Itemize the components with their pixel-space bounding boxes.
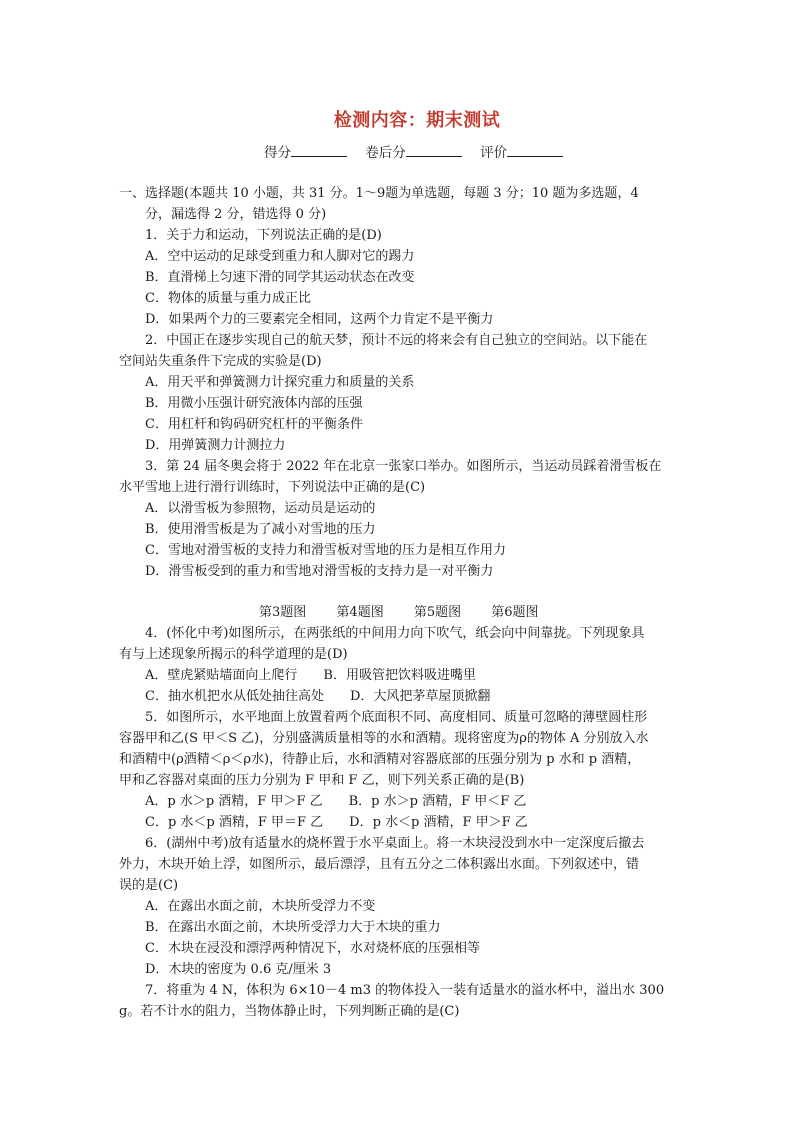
evaluation-blank[interactable] <box>507 142 563 157</box>
text-line: B．使用滑雪板是为了减小对雪地的压力 <box>145 522 376 537</box>
final-score-blank[interactable] <box>406 142 462 157</box>
text-line: C．雪地对滑雪板的支持力和滑雪板对雪地的压力是相互作用力 <box>145 543 506 558</box>
text-line: 有与上述现象所揭示的科学道理的是(D) <box>119 647 348 662</box>
text-line: A．用天平和弹簧测力计探究重力和质量的关系 <box>145 375 415 390</box>
figure-caption-6: 第6题图 <box>491 605 539 620</box>
text-line: B．用微小压强计研究液体内部的压强 <box>145 396 363 411</box>
text-line: C．p 水＜p 酒精，F 甲＝F 乙 D．p 水＜p 酒精，F 甲＞F 乙 <box>145 815 528 830</box>
text-line: 7．将重为 4 N，体积为 6×10－4 m3 的物体投入一装有适量水的溢水杯中，溢出水 300 <box>145 983 665 998</box>
text-line: 外力，木块开始上浮，如图所示，最后漂浮，且有五分之二体积露出水面。下列叙述中，错 <box>119 857 640 872</box>
text-line: 2．中国正在逐步实现自己的航天梦，预计不远的将来会有自己独立的空间站。以下能在 <box>145 333 648 348</box>
text-line: C．用杠杆和钩码研究杠杆的平衡条件 <box>145 417 363 432</box>
text-line: 水平雪地上进行滑行训练时，下列说法中正确的是(C) <box>119 480 426 495</box>
score-header <box>264 141 577 161</box>
text-line: B．在露出水面之前，木块所受浮力大于木块的重力 <box>145 920 441 935</box>
text-line: A．p 水＞p 酒精，F 甲＞F 乙 B．p 水＞p 酒精，F 甲＜F 乙 <box>145 794 527 809</box>
text-line: C．木块在浸没和漂浮两种情况下，水对烧杯底的压强相等 <box>145 941 480 956</box>
text-line: 空间站失重条件下完成的实验是(D) <box>119 354 322 369</box>
text-line: 4．(怀化中考)如图所示，在两张纸的中间用力向下吹气，纸会向中间靠拢。下列现象具 <box>145 626 645 641</box>
text-line: g。若不计水的阻力，当物体静止时，下列判断正确的是(C) <box>119 1004 460 1019</box>
figure-caption-3: 第3题图 <box>259 605 307 620</box>
text-line: 分，漏选得 2 分，错选得 0 分) <box>145 207 327 222</box>
text-line: 一、选择题(本题共 10 小题，共 31 分。1～9题为单选题，每题 3 分；10 题为多选题，4 <box>119 186 639 201</box>
text-line: 容器甲和乙(S 甲＜S 乙)，分别盛满质量相等的水和酒精。现将密度为ρ的物体 A 分别放入水 <box>119 731 649 746</box>
text-line: D．用弹簧测力计测拉力 <box>145 438 286 453</box>
text-line: A．以滑雪板为参照物，运动员是运动的 <box>145 501 376 516</box>
page-title: 检测内容：期末测试 <box>333 110 501 131</box>
figure-caption-5: 第5题图 <box>413 605 462 620</box>
text-line: A．壁虎紧贴墙面向上爬行 B．用吸管把饮料吸进嘴里 <box>145 668 476 683</box>
figure-captions <box>119 602 679 623</box>
text-line: 甲和乙容器对桌面的压力分别为 F 甲和 F 乙，则下列关系正确的是(B) <box>119 773 525 788</box>
text-line: 6．(湖州中考)放有适量水的烧杯置于水平桌面上。将一木块浸没到水中一定深度后撤去 <box>145 836 645 851</box>
text-line: 5．如图所示，水平地面上放置着两个底面积不同、高度相同、质量可忽略的薄壁圆柱形 <box>145 710 648 725</box>
score-label: 得分 <box>264 145 291 161</box>
score-blank[interactable] <box>291 142 347 157</box>
figure-caption-4: 第4题图 <box>336 605 384 620</box>
text-line: C．物体的质量与重力成正比 <box>145 291 311 306</box>
text-line: 1．关于力和运动，下列说法正确的是(D) <box>145 228 382 243</box>
text-line: B．直滑梯上匀速下滑的同学其运动状态在改变 <box>145 270 415 285</box>
text-line: 和酒精中(ρ酒精＜ρ＜ρ水)，待静止后，水和酒精对容器底部的压强分别为 p 水和 p 酒精， <box>119 752 641 767</box>
questions-part-2 <box>119 623 679 1022</box>
text-line: D．滑雪板受到的重力和雪地对滑雪板的支持力是一对平衡力 <box>145 564 494 579</box>
evaluation-label: 评价 <box>480 145 508 161</box>
text-line: 误的是(C) <box>119 878 179 893</box>
questions-part-1 <box>119 183 679 582</box>
question-body <box>119 183 679 1022</box>
text-line: 3．第 24 届冬奥会将于 2022 年在北京一张家口举办。如图所示，当运动员踩着滑雪板在 <box>145 459 662 474</box>
text-line: A．空中运动的足球受到重力和人脚对它的踢力 <box>145 249 415 264</box>
text-line: A．在露出水面之前，木块所受浮力不变 <box>145 899 376 914</box>
final-score-label: 卷后分 <box>365 145 406 161</box>
text-line: D．如果两个力的三要素完全相同，这两个力肯定不是平衡力 <box>145 312 494 327</box>
text-line: C．抽水机把水从低处抽往高处 D．大风把茅草屋顶掀翻 <box>145 689 491 704</box>
text-line: D．木块的密度为 0.6 克/厘米 3 <box>145 962 332 977</box>
